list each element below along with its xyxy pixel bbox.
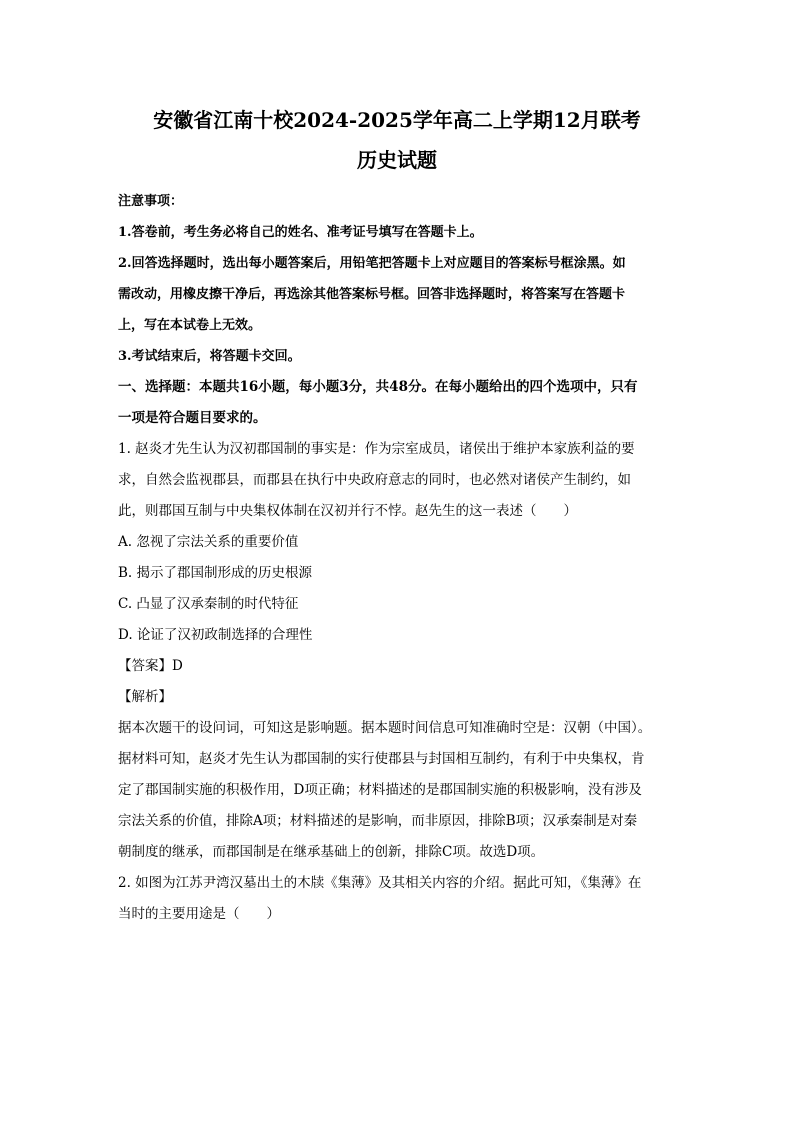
notes-item-2-line-1: 2.回答选择题时，选出每小题答案后，用铅笔把答题卡上对应题目的答案标号框涂黑。如 [118,256,626,271]
notes-heading: 注意事项： [118,194,184,209]
document-subtitle: 历史试题 [357,148,437,172]
q1-analysis-line-2: 据材料可知，赵炎才先生认为郡国制的实行使郡县与封国相互制约，有利于中央集权，肯 [118,751,645,767]
section-heading-line-2: 一项是符合题目要求的。 [118,410,267,426]
q1-answer: 【答案】D [118,658,183,674]
q1-analysis-line-3: 定了郡国制实施的积极作用，D项正确；材料描述的是郡国制实施的积极影响，没有涉及 [118,782,642,798]
q1-analysis-line-4: 宗法关系的价值，排除A项；材料描述的是影响，而非原因，排除B项；汉承秦制是对秦 [118,813,638,829]
q1-analysis-line-5: 朝制度的继承，而郡国制是在继承基础上的创新，排除C项。故选D项。 [118,844,545,860]
q1-option-d: D. 论证了汉初政制选择的合理性 [118,627,313,643]
q2-stem-line-1: 2. 如图为江苏尹湾汉墓出土的木牍《集薄》及其相关内容的介绍。据此可知，《集薄》在 [118,875,642,891]
q1-option-a: A. 忽视了宗法关系的重要价值 [118,534,299,550]
question-1 [118,434,676,868]
question-2 [118,868,676,930]
q1-stem-line-2: 求，自然会监视郡县，而郡县在执行中央政府意志的同时，也必然对诸侯产生制约，如 [118,472,631,488]
section-heading-line-1: 一、选择题：本题共16小题，每小题3分，共48分。在每小题给出的四个选项中，只有 [118,379,638,395]
notes-item-3: 3.考试结束后，将答题卡交回。 [118,349,301,364]
q1-analysis-line-1: 据本次题干的设问词，可知这是影响题。据本题时间信息可知准确时空是：汉朝（中国）。 [118,720,652,736]
notes-block [118,186,676,372]
notes-item-2-line-3: 上，写在本试卷上无效。 [118,318,262,333]
document-title: 安徽省江南十校2024-2025学年高二上学期12月联考 [153,108,641,132]
section-heading-block [118,372,676,434]
q1-stem-line-1: 1. 赵炎才先生认为汉初郡国制的事实是：作为宗室成员，诸侯出于维护本家族利益的要 [118,441,635,457]
q1-stem-line-3: 此，则郡国互制与中央集权体制在汉初并行不悖。赵先生的这一表述（ ） [118,503,577,519]
q1-option-c: C. 凸显了汉承秦制的时代特征 [118,596,299,612]
q2-stem-line-2: 当时的主要用途是（ ） [118,906,280,922]
q1-option-b: B. 揭示了郡国制形成的历史根源 [118,565,313,581]
notes-item-2-line-2: 需改动，用橡皮擦干净后，再选涂其他答案标号框。回答非选择题时，将答案写在答题卡 [118,287,626,302]
notes-item-1: 1.答卷前，考生务必将自己的姓名、准考证号填写在答题卡上。 [118,225,483,240]
q1-analysis-heading: 【解析】 [118,689,172,705]
